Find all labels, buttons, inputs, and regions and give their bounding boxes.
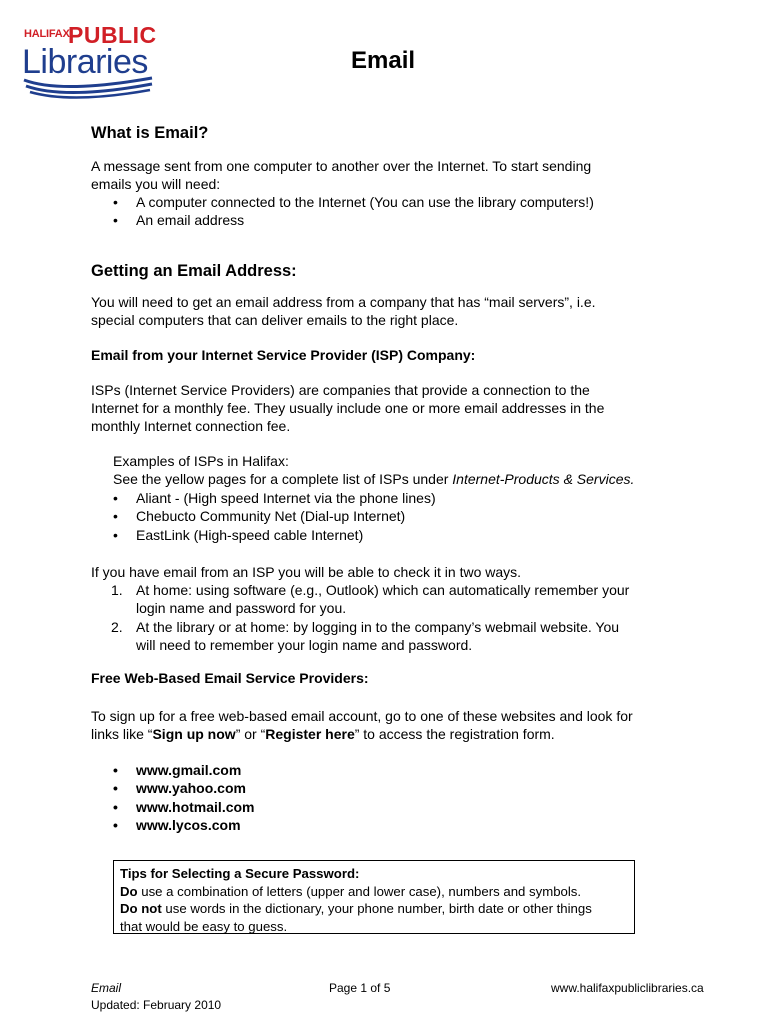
logo-public-text: PUBLIC <box>68 22 157 48</box>
list-item: 2. At the library or at home: by logging in to the company’s webmail website. You will need to remember your login name and password. <box>111 618 620 653</box>
list-item: • www.gmail.com <box>113 761 255 779</box>
footer-left <box>91 980 221 1014</box>
heading-isp: Email from your Internet Service Provider (ISP) Company: <box>91 347 476 363</box>
logo-libraries-text: Libraries <box>22 43 148 81</box>
logo-halifax-text: HALIFAX <box>24 28 70 40</box>
what-is-intro: A message sent from one computer to another over the Internet. To start sending emails you will need: <box>91 158 592 192</box>
footer-url: www.halifaxpubliclibraries.ca <box>551 981 704 995</box>
free-intro: To sign up for a free web-based email account, go to one of these websites and look for links like “Sign up now” or “Register here” to access the registration form. <box>91 708 633 742</box>
library-logo <box>22 22 162 102</box>
isp-examples: Examples of ISPs in Halifax: See the yellow pages for a complete list of ISPs under Internet-Products & Services. <box>113 453 635 487</box>
requirements-list <box>113 193 594 230</box>
list-item: • www.lycos.com <box>113 816 255 834</box>
list-item: • An email address <box>113 211 594 229</box>
isp-body: ISPs (Internet Service Providers) are companies that provide a connection to the Internet for a monthly fee. They usually include one or more email addresses in the monthly Internet connection fee. <box>91 382 605 434</box>
tips-title: Tips for Selecting a Secure Password: <box>120 866 360 881</box>
isp-check-intro: If you have email from an ISP you will be able to check it in two ways. <box>91 564 522 580</box>
web-providers-list <box>113 761 255 834</box>
isp-list <box>113 489 436 544</box>
logo-waves-icon <box>22 74 154 100</box>
list-item: • www.hotmail.com <box>113 798 255 816</box>
heading-what-is-email: What is Email? <box>91 124 209 142</box>
footer-page-number: Page 1 of 5 <box>329 981 391 995</box>
page-title: Email <box>351 47 416 74</box>
getting-intro: You will need to get an email address from a company that has “mail servers”, i.e. special computers that can deliver emails to the right place. <box>91 294 596 328</box>
heading-getting-address: Getting an Email Address: <box>91 262 297 280</box>
check-ways-list <box>111 581 629 654</box>
footer-doc-name: Email <box>91 981 122 995</box>
list-item: • EastLink (High-speed cable Internet) <box>113 526 436 544</box>
list-item: • A computer connected to the Internet (You can use the library computers!) <box>113 193 594 211</box>
list-item: • www.yahoo.com <box>113 779 255 797</box>
heading-free-providers: Free Web-Based Email Service Providers: <box>91 670 369 686</box>
password-tips-box: Tips for Selecting a Secure Password: Do use a combination of letters (upper and lower case), numbers and symbols. Do not use words in the dictionary, your phone number, birth date or other things that would be easy to guess. <box>113 860 635 934</box>
list-item: 1. At home: using software (e.g., Outlook) which can automatically remember your login name and password for you. <box>111 582 630 617</box>
footer-updated: Updated: February 2010 <box>91 998 222 1012</box>
list-item: • Aliant - (High speed Internet via the phone lines) <box>113 489 436 507</box>
list-item: • Chebucto Community Net (Dial-up Internet) <box>113 507 436 525</box>
